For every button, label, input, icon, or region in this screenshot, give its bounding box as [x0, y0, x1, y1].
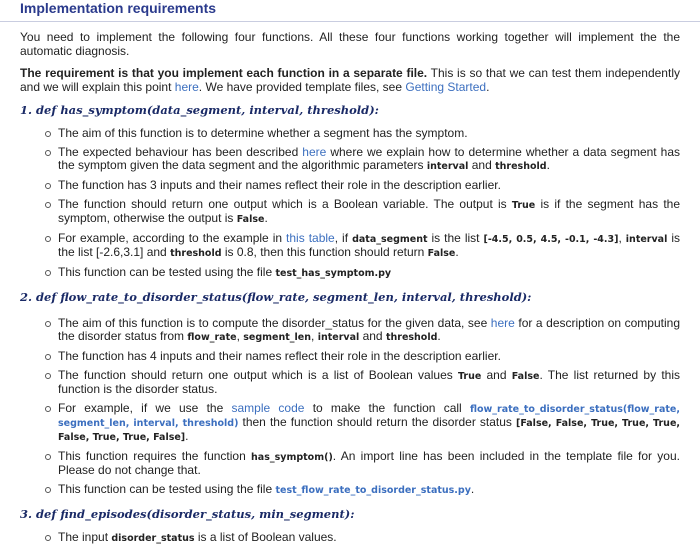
list-item: For example, according to the example in this table, if data_segment is the list [-4.5, 0.5, 4.5, -0.1, -4.3], interval is the list [-2.6,3.1] and threshold is 0.8, then this function should return False. [58, 231, 681, 259]
list-item: This function requires the function has_symptom(). An import line has been included in the template file for you. Please do not change that. [58, 449, 680, 477]
list-item: The function should return one output which is a Boolean variable. The output is True is if the segment has the symptom, otherwise the output is False. [58, 197, 681, 225]
list-item: For example, if we use the sample code to make the function call flow_rate_to_disorder_status(flow_rate, segment_len, interval, threshold) then the function should return the disorder status [False, False, True, True, True, False, True, True, False]. [58, 401, 680, 443]
list-item: This function can be tested using the file test_flow_rate_to_disorder_status.py. [58, 483, 680, 497]
list-item: This function can be tested using the file test_has_symptom.py [58, 266, 680, 280]
getting-started-link[interactable]: Getting Started [405, 80, 487, 94]
this-table-link[interactable]: this table [286, 231, 335, 245]
list-item: The aim of this function is to compute the disorder_status for the given data, see here for a description on computing the disorder status from flow_rate, segment_len, interval and threshold. [58, 316, 680, 343]
sample-code-link[interactable]: sample code [231, 401, 305, 415]
list-item: The aim of this function is to determine whether a segment has the symptom. [58, 127, 680, 140]
function-call-text: flow_rate_to_disorder_status(flow_rate, segment_len, interval, threshold) [58, 404, 680, 429]
section-title: Implementation requirements [20, 0, 217, 16]
here-link-behaviour[interactable]: here [302, 145, 327, 159]
flow-rate-bullets [58, 317, 680, 503]
function-heading-has-symptom: 1. def has_symptom(data_segment, interval, threshold): [20, 103, 379, 117]
here-link-disorder[interactable]: here [490, 316, 515, 330]
list-item: The function has 3 inputs and their names reflect their role in the description earlier. [58, 179, 680, 192]
requirement-paragraph: The requirement is that you implement each function in a separate file. This is so that we can test them independently and we will explain this point here. We have provided template files, see Getting Started. [20, 66, 680, 94]
requirement-bold: The requirement is that you implement each function in a separate file. [20, 66, 428, 80]
list-item: The input disorder_status is a list of Boolean values. [58, 531, 680, 545]
function-heading-flow-rate-to-disorder-status: 2. def flow_rate_to_disorder_status(flow_rate, segment_len, interval, threshold): [20, 290, 532, 304]
has-symptom-bullets [58, 127, 680, 286]
title-divider [0, 21, 700, 22]
find-episodes-bullets [58, 531, 680, 551]
test-file-link: test_flow_rate_to_disorder_status.py [275, 485, 471, 496]
here-link[interactable]: here [174, 80, 199, 94]
list-item: The function has 4 inputs and their names reflect their role in the description earlier. [58, 350, 680, 363]
list-item: The expected behaviour has been described here where we explain how to determine whether a data segment has the symptom given the data segment and the algorithmic parameters interval and threshold. [58, 145, 680, 172]
intro-paragraph: You need to implement the following four functions. All these four functions working together will implement the the automatic diagnosis. [20, 30, 680, 58]
list-item: The function should return one output which is a list of Boolean values True and False. The list returned by this function is the disorder status. [58, 368, 680, 396]
function-heading-find-episodes: 3. def find_episodes(disorder_status, min_segment): [20, 507, 355, 521]
